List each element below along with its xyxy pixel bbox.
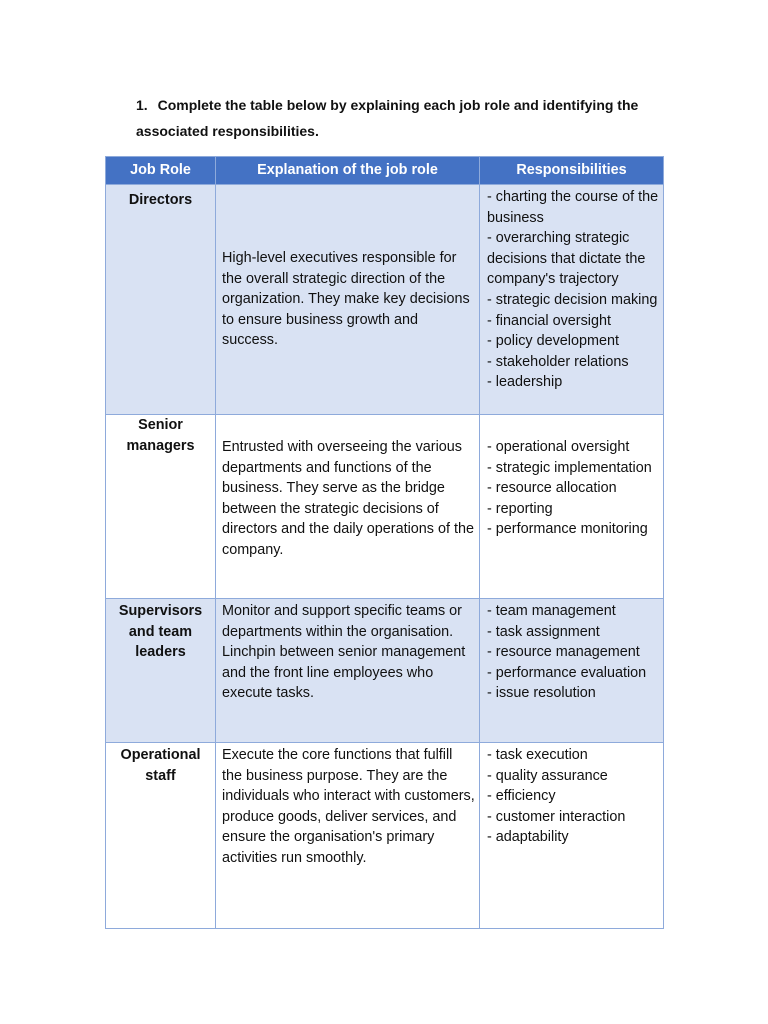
question-prompt [136, 92, 696, 144]
job-role-cell: Operational staff [106, 743, 216, 929]
table-row [106, 599, 664, 743]
responsibilities-cell: - charting the course of the business - overarching strategic decisions that dictate the company's trajectory - strategic decision making - financial oversight - policy development - stakeholder relations - leadership [480, 185, 664, 415]
table-header-row [106, 157, 664, 185]
table-row [106, 185, 664, 415]
table-row [106, 743, 664, 929]
job-role-cell: Supervisors and team leaders [106, 599, 216, 743]
job-role-cell: Directors [106, 185, 216, 415]
explanation-cell: Execute the core functions that fulfill the business purpose. They are the individuals who interact with customers, produce goods, deliver services, and ensure the organisation's primary activities run smoothly. [216, 743, 480, 929]
header-job-role: Job Role [106, 157, 216, 185]
table-row [106, 415, 664, 599]
job-roles-table [105, 156, 664, 929]
question-text: Complete the table below by explaining each job role and identifying the associated responsibilities. [136, 97, 639, 139]
explanation-cell: Entrusted with overseeing the various departments and functions of the business. They serve as the bridge between the strategic decisions of directors and the daily operations of the company. [216, 415, 480, 599]
question-number: 1. [136, 97, 148, 113]
header-explanation: Explanation of the job role [216, 157, 480, 185]
job-role-cell: Senior managers [106, 415, 216, 599]
responsibilities-cell: - team management - task assignment - resource management - performance evaluation - issue resolution [480, 599, 664, 743]
responsibilities-cell: - operational oversight - strategic implementation - resource allocation - reporting - performance monitoring [480, 415, 664, 599]
explanation-cell: High-level executives responsible for the overall strategic direction of the organization. They make key decisions to ensure business growth and success. [216, 185, 480, 415]
explanation-cell: Monitor and support specific teams or departments within the organisation. Linchpin between senior management and the front line employees who execute tasks. [216, 599, 480, 743]
responsibilities-cell: - task execution - quality assurance - efficiency - customer interaction - adaptability [480, 743, 664, 929]
header-responsibilities: Responsibilities [480, 157, 664, 185]
